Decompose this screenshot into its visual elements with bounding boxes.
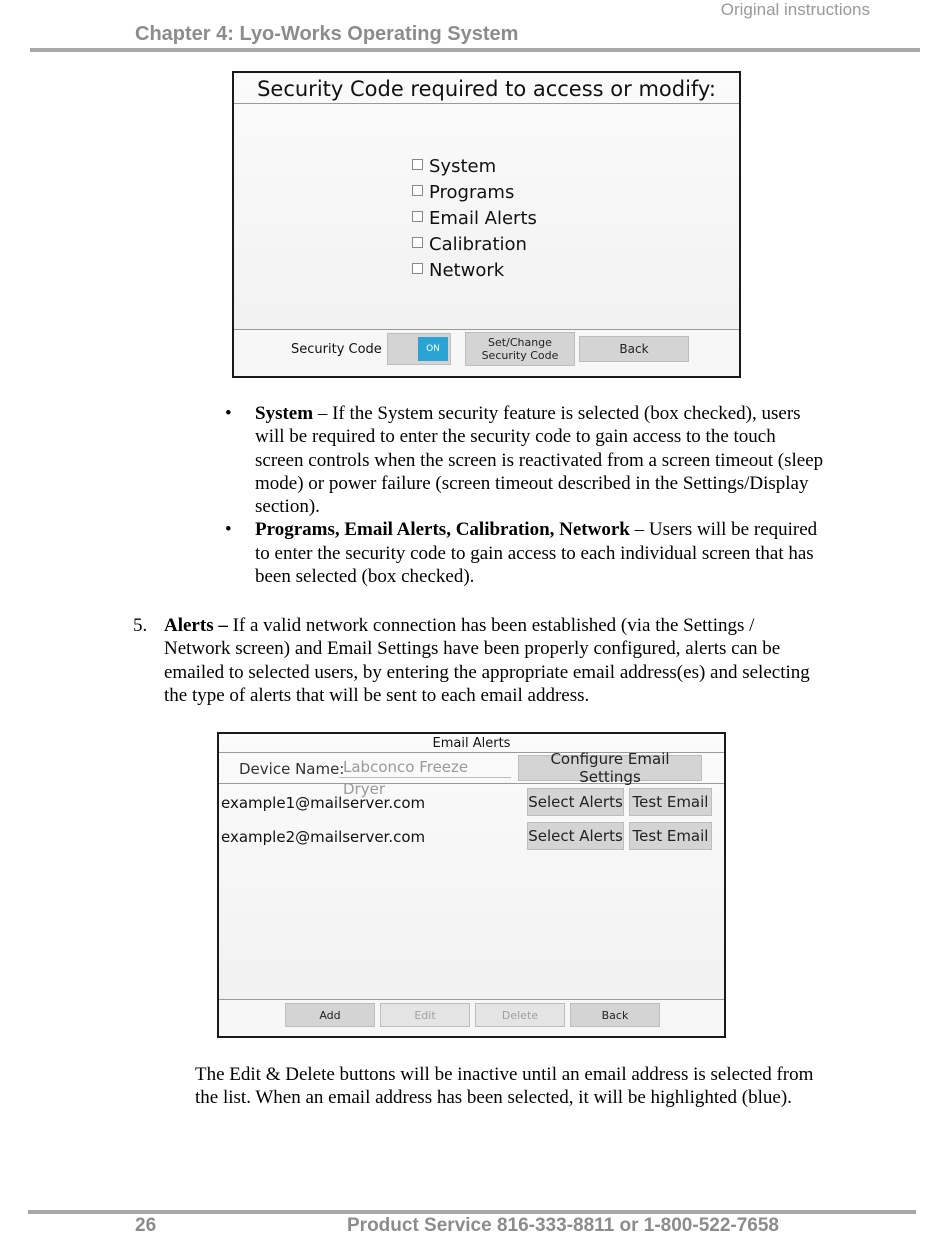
check-item-calibration[interactable] [412,231,537,257]
check-item-programs[interactable] [412,179,537,205]
delete-button[interactable]: Delete [475,1003,565,1027]
bullet-dot: • [225,403,232,424]
bullet-programs [225,518,825,588]
bullet-dot: • [225,519,232,541]
page-number: 26 [135,1215,157,1236]
checkbox[interactable] [412,159,423,170]
check-item-label: System [429,155,497,177]
bullet-term: Programs, Email Alerts, Calibration, Network [255,519,630,541]
bullet-text: – If the System security feature is selected (box checked), users will be required to enter the security code to gain access to the touch screen controls when the screen is reactivated from a screen timeout (sleep mode) or power failure (screen timeout described in the Settings/Display section). [255,403,824,518]
checkbox[interactable] [412,185,423,196]
security-screen-title: Security Code required to access or modify: [234,73,739,104]
security-screen-footer [234,329,739,376]
add-button[interactable]: Add [285,1003,375,1027]
step-number: 5. [133,615,148,636]
configure-email-settings-button[interactable]: Configure Email Settings [518,755,702,781]
email-address[interactable]: example1@mailserver.com [221,794,426,812]
set-change-security-code-button[interactable] [465,332,575,366]
select-alerts-button[interactable]: Select Alerts [527,788,624,816]
check-item-system[interactable] [412,153,537,179]
check-item-label: Email Alerts [429,207,537,229]
security-code-toggle[interactable] [387,333,451,365]
check-item-label: Network [429,259,505,281]
product-service-line: Product Service 816-333-8811 or 1-800-522-7658 [347,1215,779,1236]
security-code-screen [232,71,741,378]
check-item-network[interactable] [412,257,537,283]
back-button[interactable]: Back [570,1003,660,1027]
footer-rule [28,1210,916,1214]
select-alerts-button[interactable]: Select Alerts [527,822,624,850]
check-item-email-alerts[interactable] [412,205,537,231]
chapter-heading: Chapter 4: Lyo-Works Operating System [135,23,519,45]
email-alerts-screen [217,732,726,1038]
email-screen-footer [219,999,724,1036]
email-screen-title: Email Alerts [219,734,724,753]
step-5-alerts [133,614,823,707]
step-text: If a valid network connection has been established (via the Settings / Network screen) and Email Settings have been properly configured, alerts can be emailed to selected users, by entering the appropriate email address(es) and selecting the type of alerts that will be sent to each email address. [164,615,810,706]
checkbox[interactable] [412,237,423,248]
back-button[interactable]: Back [579,336,689,362]
test-email-button[interactable]: Test Email [629,822,712,850]
edit-delete-note: The Edit & Delete buttons will be inactive until an email address is selected from the list. When an email address has been selected, it will be highlighted (blue). [195,1064,814,1109]
check-item-label: Calibration [429,233,527,255]
bullet-system [225,402,825,518]
button-line: Security Code [481,349,559,362]
bullet-term: System [255,403,314,424]
email-address[interactable]: example2@mailserver.com [221,828,426,846]
original-instructions-note: Original instructions [720,0,870,19]
edit-button[interactable]: Edit [380,1003,470,1027]
security-checklist [412,153,537,283]
test-email-button[interactable]: Test Email [629,788,712,816]
security-code-label: Security Code [291,342,382,357]
header-rule [30,48,920,52]
checkbox[interactable] [412,211,423,222]
bullet-text: – Users will be required to enter the security code to gain access to each individual screen that has been selected (box checked). [255,519,818,588]
device-name-input[interactable]: Labconco Freeze Dryer [339,756,511,778]
checkbox[interactable] [412,263,423,274]
button-line: Set/Change [488,336,552,349]
device-name-row [219,750,724,798]
security-bullets [225,402,825,588]
device-name-label: Device Name: [239,760,345,778]
toggle-on-indicator: ON [418,337,448,361]
step-term: Alerts – [164,615,228,636]
check-item-label: Programs [429,181,515,203]
